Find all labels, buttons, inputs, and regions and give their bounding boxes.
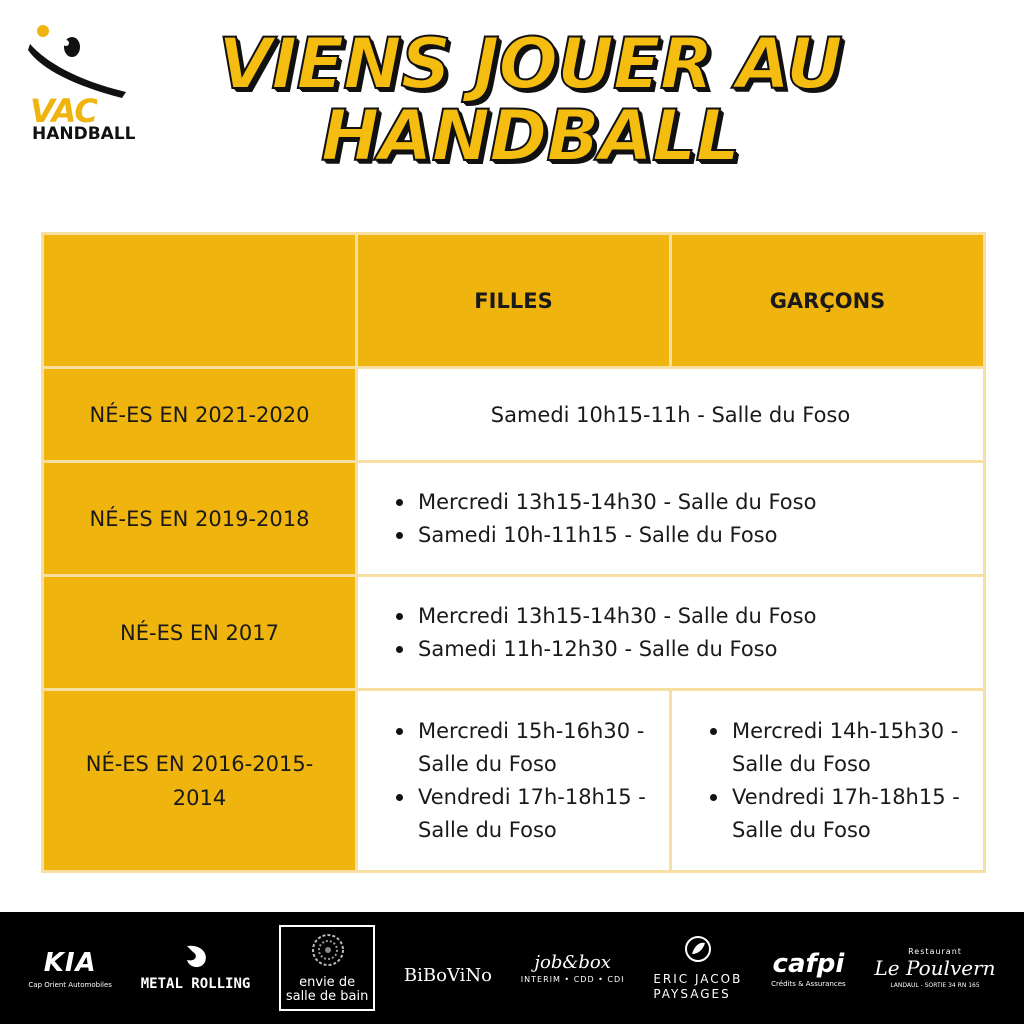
sponsor-le-poulvern [875,947,996,989]
table-row [43,576,985,690]
table-row [43,368,985,462]
list-item: Samedi 11h-12h30 - Salle du Foso [392,633,816,666]
sponsor-metal-rolling [141,944,251,992]
row-label: NÉ-ES EN 2019-2018 [43,462,357,576]
schedule-cell [357,576,985,690]
handball-player-icon [26,22,156,102]
sponsors-bar [0,912,1024,1024]
list-item: Vendredi 17h-18h15 - Salle du Foso [706,781,976,847]
list-item: Mercredi 13h15-14h30 - Salle du Foso [392,486,816,519]
sponsor-kia [28,948,112,989]
sponsor-bibovino [404,951,492,986]
header-row [43,234,985,368]
header-empty-cell [43,234,357,368]
sponsor-jobbox [521,952,625,984]
logo-primary: VAC [30,92,97,130]
eric-jacob-text [653,972,742,1002]
metal-rolling-icon [181,944,211,970]
sponsor-envie [279,925,375,1011]
list-item: Samedi 10h-11h15 - Salle du Foso [392,519,816,552]
cafpi-text: cafpi [772,948,845,979]
envie-line-1: envie de [299,975,356,990]
schedule-cell-garcons [671,690,985,872]
schedule-list [392,486,816,552]
leaf-icon [683,934,713,964]
schedule-cell-filles [357,690,671,872]
vac-handball-logo [26,22,156,152]
title-line-2: HANDBALL [320,95,740,177]
schedule-list [392,600,816,666]
metal-rolling-text: METAL ROLLING [140,976,251,992]
kia-logo-text: KIA [43,947,97,978]
sponsor-eric-jacob [653,934,742,1002]
list-item: Vendredi 17h-18h15 - Salle du Foso [392,781,662,847]
list-item: Mercredi 14h-15h30 - Salle du Foso [706,715,976,781]
row-label: NÉ-ES EN 2021-2020 [43,368,357,462]
schedule-list [706,715,976,847]
table-row [43,690,985,872]
schedule-cell [357,462,985,576]
sponsor-cafpi [771,949,846,988]
poulvern-top: Restaurant [908,947,962,956]
page-title [170,23,890,177]
poulvern-subtitle: LANDAUL - SORTIE 34 RN 165 [890,982,980,989]
title-line-1: VIENS JOUER AU [218,23,842,105]
header-garcons: GARÇONS [671,234,985,368]
table-row [43,462,985,576]
row-label: NÉ-ES EN 2016-2015-2014 [43,690,357,872]
row-label: NÉ-ES EN 2017 [43,576,357,690]
schedule-list [392,715,662,847]
bibovino-text: BiBoViNo [403,964,492,986]
eric-jacob-line-2: PAYSAGES [653,987,731,1001]
cafpi-subtitle: Crédits & Assurances [771,979,846,988]
envie-line-2: salle de bain [285,989,369,1004]
kia-subtitle: Cap Orient Automobiles [28,980,112,989]
logo-secondary: HANDBALL [32,124,136,144]
list-item: Mercredi 13h15-14h30 - Salle du Foso [392,600,816,633]
swirl-icon [311,933,345,967]
jobbox-subtitle: INTERIM • CDD • CDI [520,975,625,984]
header-filles: FILLES [357,234,671,368]
schedule-cell: Samedi 10h15-11h - Salle du Foso [357,368,985,462]
jobbox-text: job&box [534,952,611,973]
list-item: Mercredi 15h-16h30 - Salle du Foso [392,715,662,781]
eric-jacob-line-1: ERIC JACOB [653,972,743,986]
schedule-table [41,232,986,873]
poulvern-text: Le Poulvern [874,956,996,980]
